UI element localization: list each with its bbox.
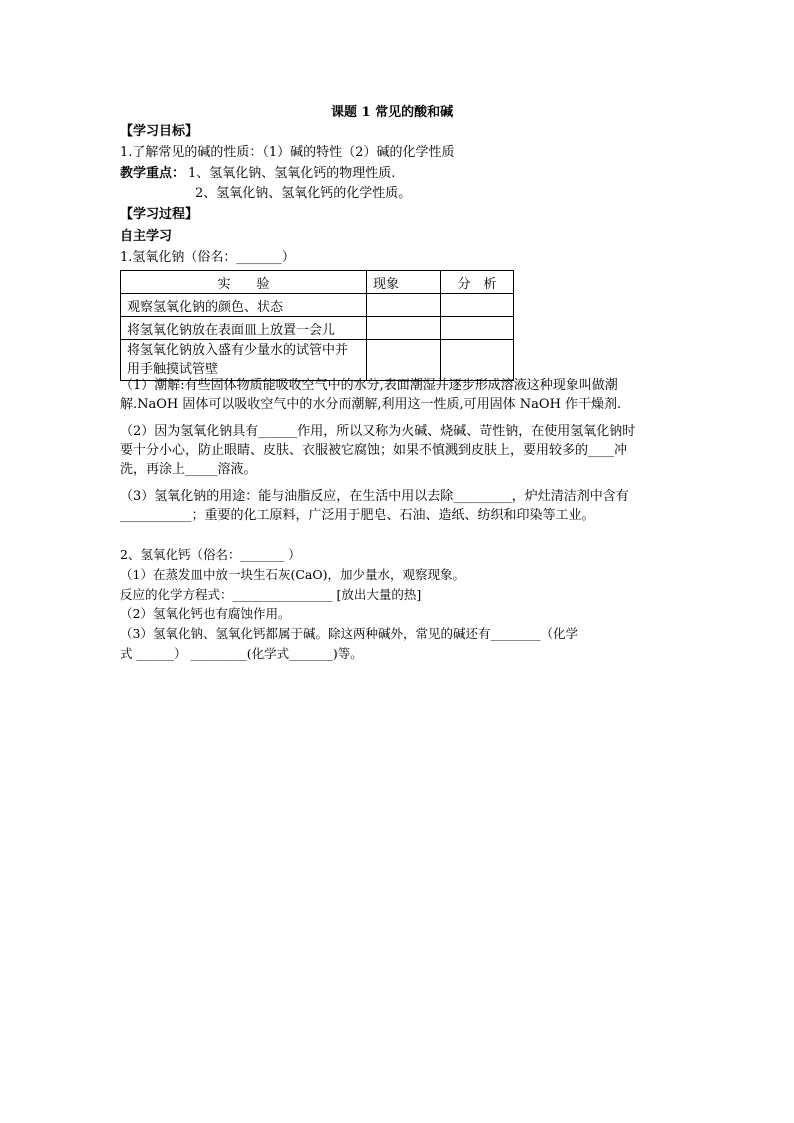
paragraph-deliquescence bbox=[120, 376, 640, 414]
focus-item-2: 2、氢氧化钠、氢氧化钙的化学性质。 bbox=[195, 186, 412, 201]
caoh-item-3: （3）氢氧化钠、氢氧化钙都属于碱。除这两种碱外，常见的碱还有________（化学 bbox=[120, 626, 578, 641]
table-cell bbox=[367, 294, 441, 317]
caoh-item-3-continued: 式 ______） _________(化学式_______)等。 bbox=[120, 646, 363, 661]
naoh-heading: 1.氢氧化钠（俗名：_______） bbox=[120, 250, 295, 265]
caoh-heading: 2、氢氧化钙（俗名：_______ ） bbox=[120, 547, 301, 562]
table-row bbox=[121, 294, 514, 317]
self-study-heading: 自主学习 bbox=[120, 229, 173, 244]
paragraph-corrosive bbox=[120, 422, 640, 479]
caoh-item-1: （1）在蒸发皿中放一块生石灰(CaO)，加少量水，观察现象。 bbox=[120, 567, 465, 582]
paragraph-uses bbox=[120, 487, 640, 525]
focus-label: 教学重点： bbox=[120, 166, 186, 181]
table-header: 现象 bbox=[367, 271, 441, 294]
table-cell: 观察氢氧化钠的颜色、状态 bbox=[121, 294, 367, 317]
focus-item-1: 1、氢氧化钠、氢氧化钙的物理性质. bbox=[188, 166, 396, 181]
table-cell bbox=[441, 317, 514, 340]
table-header-row bbox=[121, 271, 514, 294]
table-row bbox=[121, 340, 514, 381]
table-cell: 将氢氧化钠放入盛有少量水的试管中并用手触摸试管壁 bbox=[121, 340, 367, 381]
paragraph-text: （2）因为氢氧化钠具有______作用，所以又称为火碱、烧碱、苛性钠，在使用氢氧化钠时要十分小心，防止眼睛、皮肤、衣服被它腐蚀；如果不慎溅到皮肤上，要用较多的____冲洗，再涂上_____溶液。 bbox=[120, 424, 636, 477]
goal-line: 1.了解常见的碱的性质：（1）碱的特性（2）碱的化学性质 bbox=[120, 145, 455, 160]
process-heading: 【学习过程】 bbox=[120, 207, 199, 222]
table-cell bbox=[441, 340, 514, 381]
caoh-equation: 反应的化学方程式：________________ [放出大量的热] bbox=[120, 587, 422, 602]
paragraph-text: （1）潮解:有些固体物质能吸收空气中的水分,表面潮湿并逐步形成溶液这种现象叫做潮解.NaOH 固体可以吸收空气中的水分而潮解,利用这一性质,可用固体 NaOH 作干燥剂. bbox=[120, 378, 622, 412]
table-cell bbox=[367, 317, 441, 340]
table-header: 分 析 bbox=[441, 271, 514, 294]
table-cell bbox=[367, 340, 441, 381]
table-header: 实 验 bbox=[121, 271, 367, 294]
experiment-table bbox=[120, 270, 514, 381]
goal-heading: 【学习目标】 bbox=[120, 124, 199, 139]
table-cell bbox=[441, 294, 514, 317]
paragraph-text: （3）氢氧化钠的用途：能与油脂反应，在生活中用以去除_________，炉灶清洁剂中含有___________；重要的化工原料，广泛用于肥皂、石油、造纸、纺织和印染等工业。 bbox=[120, 489, 629, 523]
page-title: 课题 1 常见的酸和碱 bbox=[331, 105, 454, 120]
table-row bbox=[121, 317, 514, 340]
caoh-item-2: （2）氢氧化钙也有腐蚀作用。 bbox=[120, 606, 291, 621]
table-cell: 将氢氧化钠放在表面皿上放置一会儿 bbox=[121, 317, 367, 340]
